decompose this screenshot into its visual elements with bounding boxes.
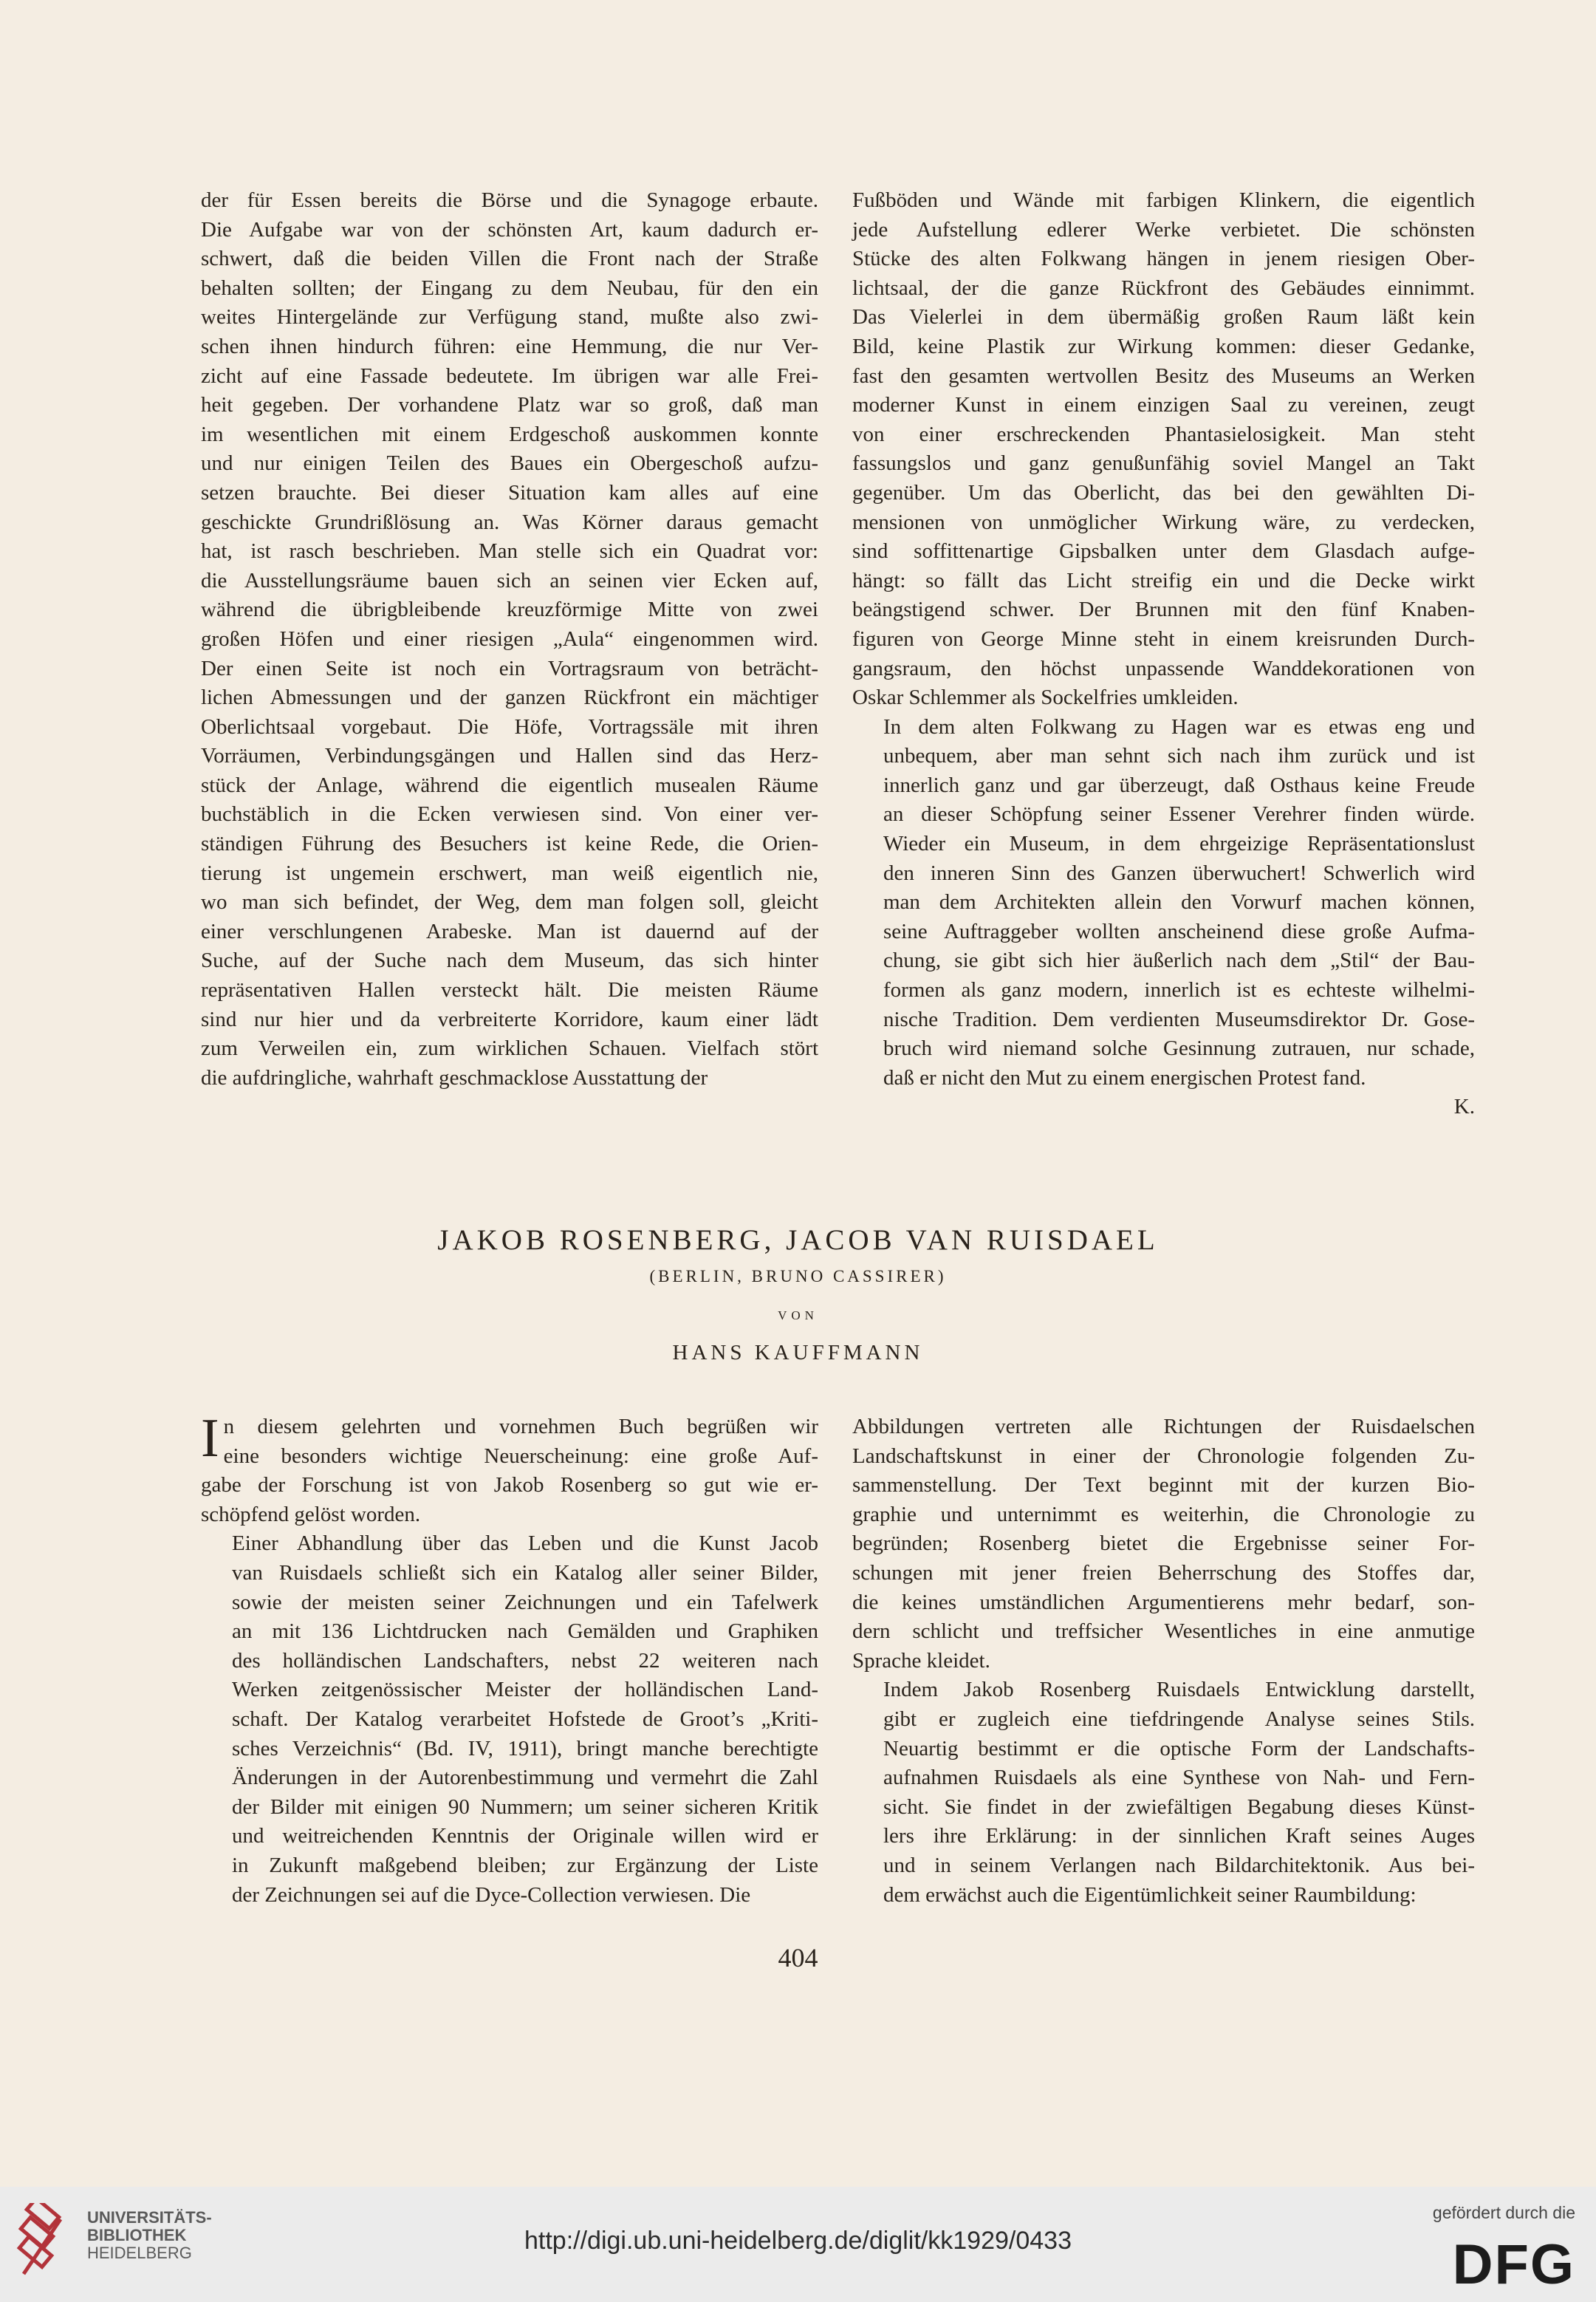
text-line: Einer Abhandlung über das Leben und die Kunst Jacob (232, 1531, 818, 1556)
text-line: Werken zeitgenössischer Meister der holländischen Land- (232, 1678, 818, 1702)
text-line: setzen brauchte. Bei dieser Situation kam alles auf eine (201, 480, 818, 505)
review-left-column (201, 1408, 818, 1910)
text-line: ständigen Führung des Besuchers ist keine Rede, die Orien- (201, 832, 818, 856)
review-left-paragraph-2 (201, 1529, 818, 1910)
review-right-paragraph-1 (852, 1413, 1475, 1676)
text-line: im wesentlichen mit einem Erdgeschoß auskommen konnte (201, 422, 818, 446)
library-line-3: HEIDELBERG (87, 2244, 192, 2262)
article1-left-column (201, 186, 818, 1093)
text-line: schöpfend gelöst worden. (201, 1502, 421, 1526)
text-line: Die Aufgabe war von der schönsten Art, kaum dadurch er- (201, 217, 818, 242)
library-line-1: UNIVERSITÄTS- (87, 2208, 212, 2227)
review-author: HANS KAUFFMANN (672, 1341, 924, 1365)
text-line: Stücke des alten Folkwang hängen in jenem riesigen Ober- (852, 247, 1475, 271)
article1-right-paragraph-1 (852, 186, 1475, 713)
review-von: VON (778, 1308, 818, 1322)
drop-cap: I (201, 1408, 219, 1469)
signature: K. (1453, 1095, 1475, 1119)
text-line: sind nur hier und da verbreiterte Korridore, kaum einer lädt (201, 1007, 818, 1031)
text-line: unbequem, aber man sehnt sich nach ihm zurück und ist (883, 744, 1475, 768)
text-line: mensionen von unmöglicher Wirkung wäre, zu verdecken, (852, 510, 1475, 534)
text-line: daß er nicht den Mut zu einem energischen Protest fand. (883, 1065, 1366, 1090)
review-title: JAKOB ROSENBERG, JACOB VAN RUISDAEL (437, 1224, 1159, 1256)
review-left-paragraph-1 (201, 1408, 818, 1529)
text-line: stück der Anlage, während die eigentlich musealen Räume (201, 773, 818, 797)
review-intro-lines (201, 1408, 818, 1471)
text-line: dem erwächst auch die Eigentümlichkeit seiner Raumbildung: (883, 1882, 1417, 1907)
text-line: in Zukunft maßgebend bleiben; zur Ergänzung der Liste (232, 1853, 818, 1877)
text-line: chung, sie gibt sich hier äußerlich nach dem „Stil“ der Bau- (883, 949, 1475, 973)
text-line: der Bilder mit einigen 90 Nummern; um seiner sicheren Kritik (232, 1794, 818, 1819)
text-line: bruch wird niemand solche Gesinnung zutrauen, nur schade, (883, 1036, 1475, 1061)
text-line: Landschaftskunst in einer der Chronologie folgenden Zu- (852, 1444, 1475, 1468)
text-line: Oberlichtsaal vorgebaut. Die Höfe, Vortragssäle mit ihren (201, 714, 818, 739)
text-line: den inneren Sinn des Ganzen überwuchert! Schwerlich wird (883, 861, 1475, 885)
text-line: die Ausstellungsräume bauen sich an seinen vier Ecken auf, (201, 568, 818, 592)
review-subtitle: (BERLIN, BRUNO CASSIRER) (649, 1267, 947, 1285)
text-line: zicht auf eine Fassade bedeutete. Im übrigen war alle Frei- (201, 363, 818, 388)
funder-label: gefördert durch die (1432, 2203, 1575, 2222)
text-line: repräsentativen Hallen versteckt hält. Die meisten Räume (201, 978, 818, 1003)
text-line: und nur einigen Teilen des Baues ein Obergeschoß aufzu- (201, 451, 818, 476)
library-line-2: BIBLIOTHEK (87, 2226, 187, 2244)
text-line: heit gegeben. Der vorhandene Platz war so groß, daß man (201, 393, 818, 417)
text-line: dern schlicht und treffsicher Wesentliches in eine anmutige (852, 1619, 1475, 1644)
text-line: sowie der meisten seiner Zeichnungen und ein Tafelwerk (232, 1590, 818, 1614)
text-line: sammenstellung. Der Text beginnt mit der kurzen Bio- (852, 1473, 1475, 1497)
text-line: formen als ganz modern, innerlich ist es echteste wilhelmi- (883, 978, 1475, 1003)
text-line: man dem Architekten allein den Vorwurf machen können, (883, 890, 1475, 915)
text-line: beängstigend schwer. Der Brunnen mit den fünf Knaben- (852, 598, 1475, 622)
text-line: gangsraum, den höchst unpassende Wanddekorationen von (852, 656, 1475, 680)
text-line: nische Tradition. Dem verdienten Museumsdirektor Dr. Gose- (883, 1007, 1475, 1031)
text-line: Neuartig bestimmt er die optische Form der Landschafts- (883, 1736, 1475, 1760)
text-line: seine Auftraggeber wollten anscheinend diese große Aufma- (883, 919, 1475, 943)
text-line: lers ihre Erklärung: in der sinnlichen Kraft seines Auges (883, 1824, 1475, 1848)
text-line: In dem alten Folkwang zu Hagen war es etwas eng und (883, 714, 1475, 739)
article1-left-paragraph (201, 186, 818, 1093)
text-line: begründen; Rosenberg bietet die Ergebnisse seiner For- (852, 1531, 1475, 1556)
text-line: eine besonders wichtige Neuerscheinung: eine große Auf- (223, 1444, 818, 1468)
text-line: hängt: so fällt das Licht streifig ein und die Decke wirkt (852, 568, 1475, 592)
text-line: geschickte Grundrißlösung an. Was Körner daraus gemacht (201, 510, 818, 534)
text-line: Der einen Seite ist noch ein Vortragsraum von beträcht- (201, 656, 818, 680)
text-line: lichen Abmessungen und der ganzen Rückfront ein mächtiger (201, 686, 818, 710)
text-line: Wieder ein Museum, in dem ehrgeizige Repräsentationslust (883, 832, 1475, 856)
text-line: graphie und unternimmt es weiterhin, die Chronologie zu (852, 1502, 1475, 1526)
text-line: Das Vielerlei in dem übermäßig großen Raum läßt kein (852, 305, 1475, 329)
dfg-logo: DFG (1452, 2233, 1575, 2296)
text-line: großen Höfen und einer riesigen „Aula“ eingenommen wird. (201, 626, 818, 651)
text-line: zum Verweilen ein, zum wirklichen Schauen. Vielfach stört (201, 1036, 818, 1061)
text-line: jede Aufstellung edlerer Werke verbietet. Die schönsten (852, 217, 1475, 242)
text-line: fassungslos und ganz genußunfähig soviel Mangel an Takt (852, 451, 1475, 476)
review-right-column (852, 1413, 1475, 1910)
text-line: während die übrigbleibende kreuzförmige Mitte von zwei (201, 598, 818, 622)
text-line: hat, ist rasch beschrieben. Man stelle sich ein Quadrat vor: (201, 539, 818, 564)
text-line: moderner Kunst in einem einzigen Saal zu vereinen, zeugt (852, 393, 1475, 417)
article1-right-column (852, 186, 1475, 1122)
text-line: und weitreichenden Kenntnis der Originale willen wird er (232, 1824, 818, 1848)
text-line: innerlich ganz und gar überzeugt, daß Osthaus keine Freude (883, 773, 1475, 797)
text-line: der für Essen bereits die Börse und die Synagoge erbaute. (201, 188, 818, 212)
text-line: die aufdringliche, wahrhaft geschmacklose Ausstattung der (201, 1065, 708, 1090)
text-line: des holländischen Landschafters, nebst 22 weiteren nach (232, 1648, 818, 1673)
text-line: lichtsaal, der die ganze Rückfront des Gebäudes einnimmt. (852, 276, 1475, 300)
text-line: von einer erschreckenden Phantasielosigkeit. Man steht (852, 422, 1475, 446)
text-line: weites Hintergelände zur Verfügung stand, mußte also zwi- (201, 305, 818, 329)
text-line: an mit 136 Lichtdrucken nach Gemälden und Graphiken (232, 1619, 818, 1644)
page-number: 404 (778, 1943, 818, 1973)
text-line: Änderungen in der Autorenbestimmung und vermehrt die Zahl (232, 1766, 818, 1790)
text-line: der Zeichnungen sei auf die Dyce-Collection verwiesen. Die (232, 1882, 751, 1907)
text-line: Abbildungen vertreten alle Richtungen der Ruisdaelschen (852, 1415, 1475, 1438)
text-line: gegenüber. Um das Oberlicht, das bei den gewählten Di- (852, 480, 1475, 505)
review-right-paragraph-2 (852, 1676, 1475, 1910)
text-line: Indem Jakob Rosenberg Ruisdaels Entwicklung darstellt, (883, 1678, 1475, 1702)
text-line: Fußböden und Wände mit farbigen Klinkern, die eigentlich (852, 188, 1475, 212)
text-line: Sprache kleidet. (852, 1648, 990, 1673)
text-line: fast den gesamten wertvollen Besitz des Museums an Werken (852, 363, 1475, 388)
review-intro-rest (201, 1471, 818, 1529)
text-line: an dieser Schöpfung seiner Essener Verehrer finden würde. (883, 802, 1475, 827)
permalink-url[interactable]: http://digi.ub.uni-heidelberg.de/diglit/kk1929/0433 (524, 2227, 1072, 2255)
text-line: sicht. Sie findet in der zwiefältigen Begabung dieses Künst- (883, 1794, 1475, 1819)
article1-right-paragraph-2 (852, 713, 1475, 1093)
text-line: aufnahmen Ruisdaels als eine Synthese von Nah- und Fern- (883, 1766, 1475, 1790)
text-line: sches Verzeichnis“ (Bd. IV, 1911), bringt manche berechtigte (232, 1736, 818, 1760)
text-line: schen ihnen hindurch führen: eine Hemmung, die nur Ver- (201, 334, 818, 358)
text-line: Vorräumen, Verbindungsgängen und Hallen sind das Herz- (201, 744, 818, 768)
text-line: Oskar Schlemmer als Sockelfries umkleiden. (852, 686, 1239, 710)
text-line: schwert, daß die beiden Villen die Front nach der Straße (201, 247, 818, 271)
text-line: gibt er zugleich eine tiefdringende Analyse seines Stils. (883, 1707, 1475, 1731)
text-line: tierung ist ungemein erschwert, man weiß eigentlich nie, (201, 861, 818, 885)
text-line: behalten sollten; der Eingang zu dem Neubau, für den ein (201, 276, 818, 300)
signature-line (852, 1093, 1475, 1122)
text-line: Suche, auf der Suche nach dem Museum, das sich hinter (201, 949, 818, 973)
text-line: schaft. Der Katalog verarbeitet Hofstede de Groot’s „Kriti- (232, 1707, 818, 1731)
text-line: schungen mit jener freien Beherrschung des Stoffes dar, (852, 1560, 1475, 1585)
text-line: wo man sich befindet, der Weg, dem man folgen soll, gleicht (201, 890, 818, 915)
text-line: sind soffittenartige Gipsbalken unter dem Glasdach aufge- (852, 539, 1475, 564)
text-line: van Ruisdaels schließt sich ein Katalog aller seiner Bilder, (232, 1560, 818, 1585)
text-line: gabe der Forschung ist von Jakob Rosenberg so gut wie er- (201, 1473, 818, 1497)
text-line: die keines umständlichen Argumentierens mehr bedarf, son- (852, 1590, 1475, 1614)
text-line: einer verschlungenen Arabeske. Man ist dauernd auf der (201, 919, 818, 943)
text-line: n diesem gelehrten und vornehmen Buch begrüßen wir (223, 1415, 818, 1438)
text-line: buchstäblich in die Ecken verwiesen sind. Von einer ver- (201, 802, 818, 827)
text-line: figuren von George Minne steht in einem kreisrunden Durch- (852, 626, 1475, 651)
footer-bar (0, 2187, 1596, 2302)
text-line: und in seinem Verlangen nach Bildarchitektonik. Aus bei- (883, 1853, 1475, 1877)
text-line: Bild, keine Plastik zur Wirkung kommen: dieser Gedanke, (852, 334, 1475, 358)
